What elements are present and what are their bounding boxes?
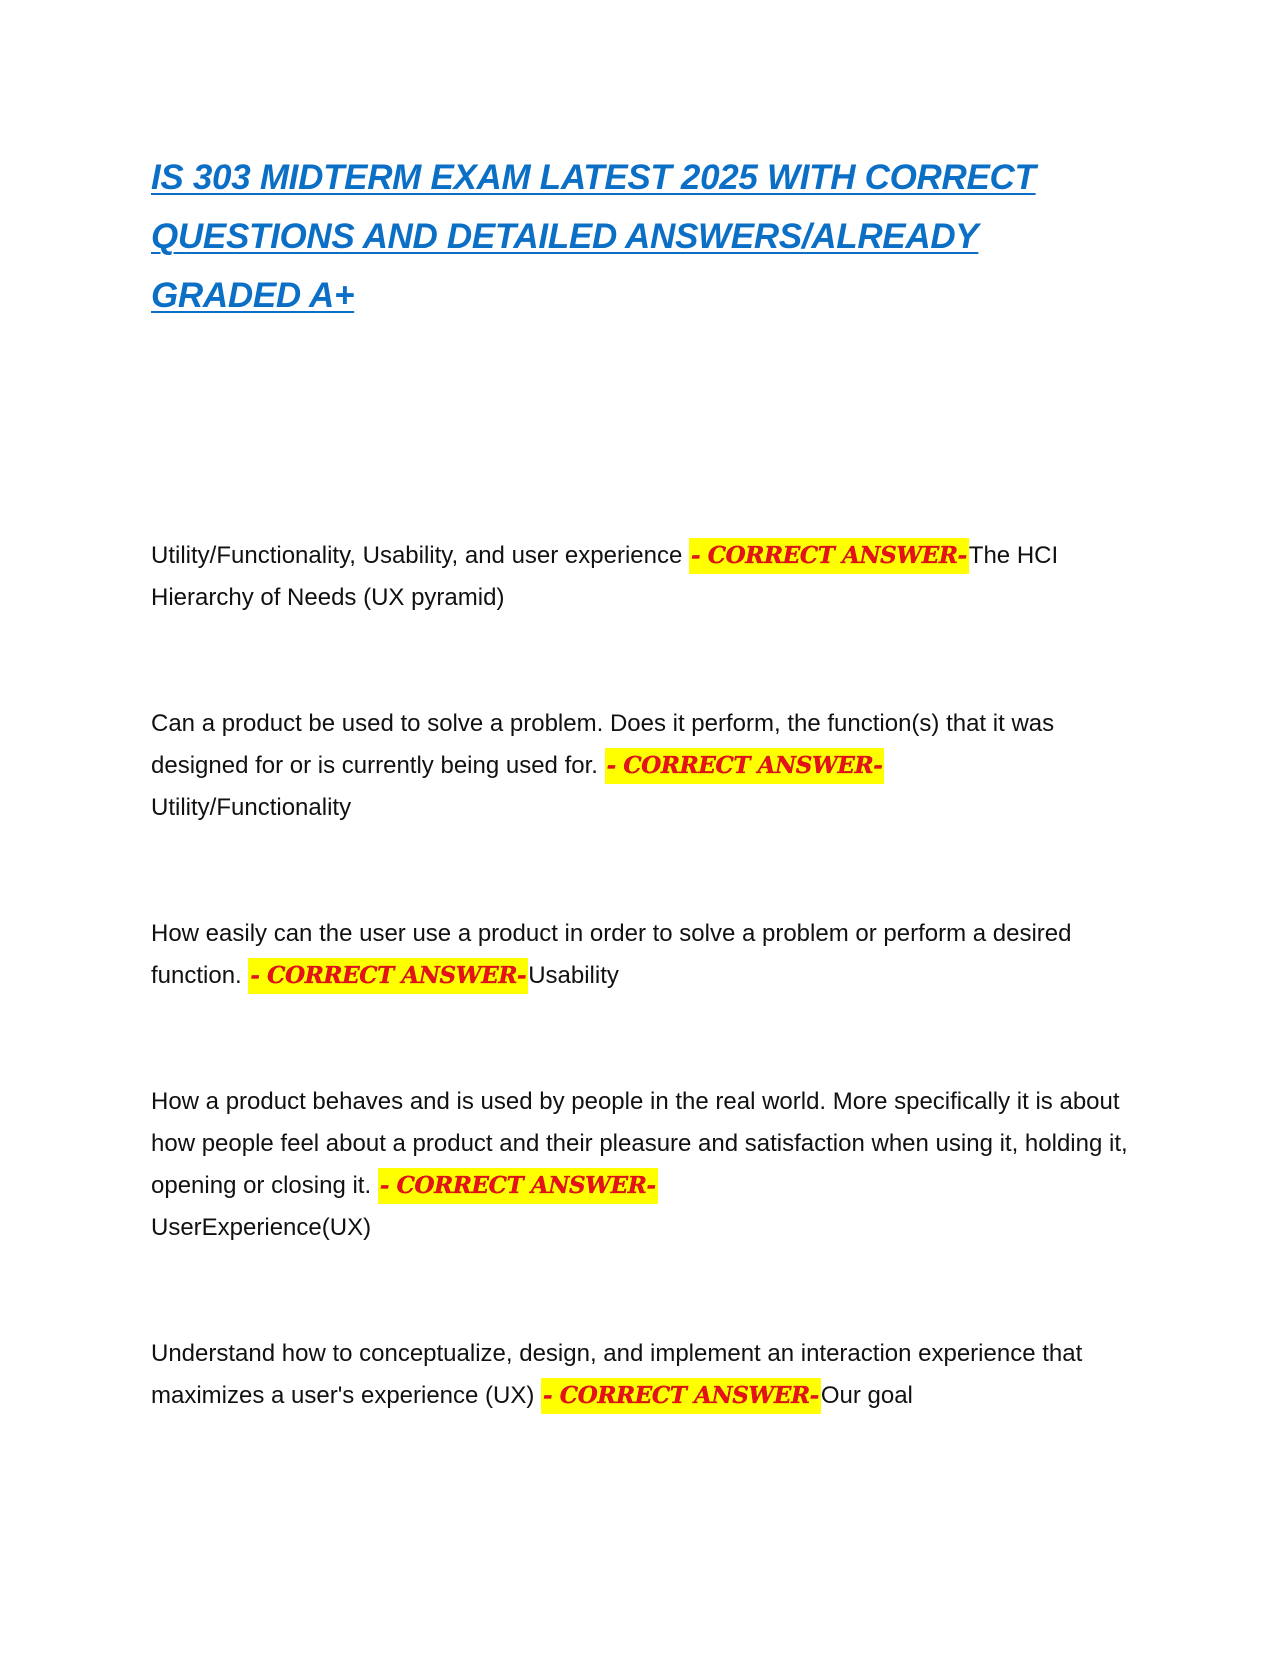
answer-text: UserExperience(UX)	[151, 1214, 372, 1241]
qa-item	[151, 913, 1131, 997]
correct-answer-marker: - CORRECT ANSWER-	[541, 1378, 821, 1414]
document-title: IS 303 MIDTERM EXAM LATEST 2025 WITH CORRECT QUESTIONS AND DETAILED ANSWERS/ALREADY GRADED A+	[151, 158, 1036, 315]
question-text: How easily can the user use a product in order to solve a problem or perform a desired function.	[151, 920, 1072, 989]
correct-answer-marker: - CORRECT ANSWER-	[689, 538, 969, 574]
qa-item	[151, 535, 1131, 619]
correct-answer-marker: - CORRECT ANSWER-	[378, 1168, 658, 1204]
question-text: How a product behaves and is used by people in the real world. More specifically it is about how people feel about a product and their pleasure and satisfaction when using it, holding it, opening or closing it.	[151, 1088, 1128, 1199]
answer-text: Our goal	[820, 1382, 913, 1409]
question-text: Understand how to conceptualize, design, and implement an interaction experience that maximizes a user's experience (UX)	[151, 1340, 1083, 1409]
qa-item	[151, 1081, 1131, 1249]
correct-answer-marker: - CORRECT ANSWER-	[605, 748, 885, 784]
answer-text: The HCI Hierarchy of Needs (UX pyramid)	[151, 542, 1059, 611]
question-text: Can a product be used to solve a problem. Does it perform, the function(s) that it was designed for or is currently being used for.	[151, 710, 1055, 779]
answer-text: Usability	[528, 962, 619, 989]
qa-item	[151, 1333, 1131, 1417]
answer-text: Utility/Functionality	[151, 794, 352, 821]
question-text: Utility/Functionality, Usability, and user experience	[151, 542, 690, 569]
qa-item	[151, 703, 1131, 829]
correct-answer-marker: - CORRECT ANSWER-	[248, 958, 528, 994]
